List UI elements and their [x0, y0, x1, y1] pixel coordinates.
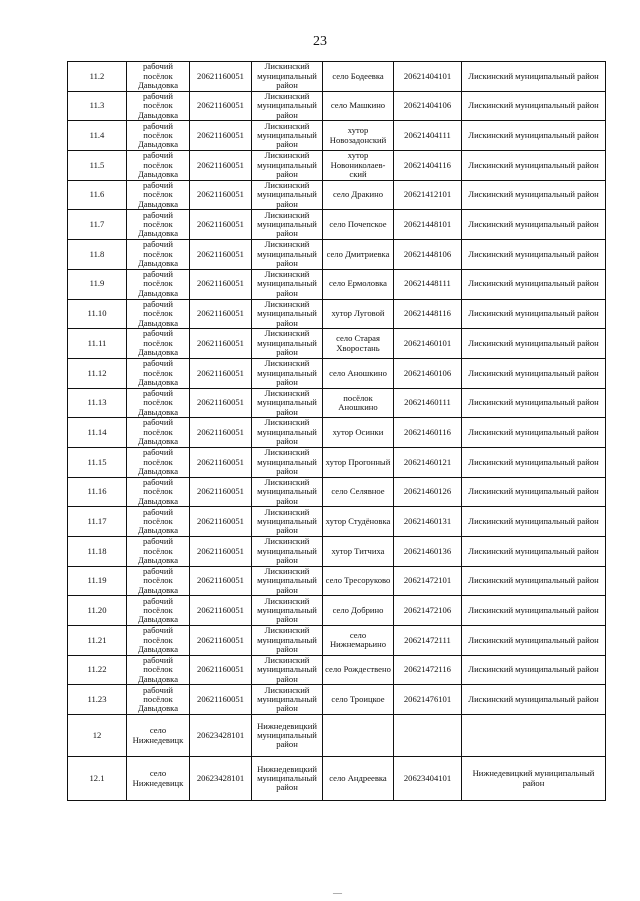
locality-name-cell: село Добрино — [323, 596, 394, 626]
row-number-cell: 12.1 — [68, 757, 127, 801]
district-name-cell: Лискинский муниципальный район — [252, 180, 323, 210]
locality-code-cell: 20621404101 — [394, 62, 462, 92]
row-number-cell: 11.4 — [68, 121, 127, 151]
locality-name-cell: хутор Новозадонский — [323, 121, 394, 151]
page-number: 23 — [313, 34, 327, 49]
row-number-cell: 11.18 — [68, 537, 127, 567]
district-name-cell: Лискинский муниципальный район — [252, 507, 323, 537]
locality-name-cell: хутор Прогонный — [323, 447, 394, 477]
locality-code-cell: 20621448106 — [394, 240, 462, 270]
district-name-cell: Лискинский муниципальный район — [252, 62, 323, 92]
row-number-cell: 11.6 — [68, 180, 127, 210]
locality-district-cell — [462, 715, 606, 757]
table-row — [68, 715, 606, 757]
settlement-code-cell: 20621160051 — [190, 596, 252, 626]
settlement-code-cell: 20621160051 — [190, 180, 252, 210]
locality-name-cell: хутор Луговой — [323, 299, 394, 329]
table-body — [68, 62, 606, 801]
locality-district-cell: Лискинский муниципальный район — [462, 477, 606, 507]
row-number-cell: 11.14 — [68, 418, 127, 448]
settlement-code-cell: 20621160051 — [190, 210, 252, 240]
locality-name-cell — [323, 715, 394, 757]
locality-district-cell: Лискинский муниципальный район — [462, 210, 606, 240]
locality-name-cell: село Старая Хворостань — [323, 329, 394, 359]
settlement-name-cell: рабочий посёлок Давыдовка — [127, 537, 190, 567]
district-name-cell: Лискинский муниципальный район — [252, 655, 323, 685]
row-number-cell: 11.8 — [68, 240, 127, 270]
table-row — [68, 180, 606, 210]
row-number-cell: 11.12 — [68, 358, 127, 388]
district-name-cell: Лискинский муниципальный район — [252, 388, 323, 418]
table-row — [68, 655, 606, 685]
locality-name-cell: село Андреевка — [323, 757, 394, 801]
table-row — [68, 596, 606, 626]
settlement-name-cell: рабочий посёлок Давыдовка — [127, 240, 190, 270]
locality-district-cell: Лискинский муниципальный район — [462, 240, 606, 270]
row-number-cell: 11.20 — [68, 596, 127, 626]
table-row — [68, 447, 606, 477]
settlement-code-cell: 20621160051 — [190, 626, 252, 656]
locality-district-cell: Лискинский муниципальный район — [462, 358, 606, 388]
row-number-cell: 11.11 — [68, 329, 127, 359]
table-row — [68, 91, 606, 121]
locality-district-cell: Лискинский муниципальный район — [462, 566, 606, 596]
district-name-cell: Лискинский муниципальный район — [252, 685, 323, 715]
settlement-code-cell: 20621160051 — [190, 62, 252, 92]
settlement-name-cell: рабочий посёлок Давыдовка — [127, 299, 190, 329]
table-row — [68, 757, 606, 801]
table-row — [68, 685, 606, 715]
locality-code-cell: 20621460121 — [394, 447, 462, 477]
row-number-cell: 11.16 — [68, 477, 127, 507]
table-row — [68, 329, 606, 359]
locality-district-cell: Лискинский муниципальный район — [462, 537, 606, 567]
table-row — [68, 299, 606, 329]
locality-code-cell: 20621460116 — [394, 418, 462, 448]
locality-code-cell: 20621460136 — [394, 537, 462, 567]
locality-district-cell: Лискинский муниципальный район — [462, 121, 606, 151]
district-name-cell: Лискинский муниципальный район — [252, 151, 323, 181]
row-number-cell: 11.3 — [68, 91, 127, 121]
locality-district-cell: Лискинский муниципальный район — [462, 507, 606, 537]
locality-name-cell: село Машкино — [323, 91, 394, 121]
locality-code-cell: 20623404101 — [394, 757, 462, 801]
settlement-code-cell: 20623428101 — [190, 715, 252, 757]
locality-code-cell: 20621404111 — [394, 121, 462, 151]
district-name-cell: Лискинский муниципальный район — [252, 596, 323, 626]
settlement-code-cell: 20621160051 — [190, 655, 252, 685]
settlement-code-cell: 20621160051 — [190, 299, 252, 329]
settlement-code-cell: 20621160051 — [190, 477, 252, 507]
locality-name-cell: село Аношкино — [323, 358, 394, 388]
settlement-name-cell: рабочий посёлок Давыдовка — [127, 655, 190, 685]
locality-code-cell: 20621460131 — [394, 507, 462, 537]
locality-district-cell: Лискинский муниципальный район — [462, 418, 606, 448]
table-row — [68, 240, 606, 270]
locality-district-cell: Лискинский муниципальный район — [462, 447, 606, 477]
row-number-cell: 11.21 — [68, 626, 127, 656]
settlement-name-cell: рабочий посёлок Давыдовка — [127, 210, 190, 240]
table-row — [68, 269, 606, 299]
locality-name-cell: село Троицкое — [323, 685, 394, 715]
settlement-code-cell: 20621160051 — [190, 537, 252, 567]
district-name-cell: Лискинский муниципальный район — [252, 210, 323, 240]
district-name-cell: Лискинский муниципальный район — [252, 358, 323, 388]
settlement-name-cell: рабочий посёлок Давыдовка — [127, 269, 190, 299]
locality-district-cell: Лискинский муниципальный район — [462, 655, 606, 685]
locality-district-cell: Лискинский муниципальный район — [462, 180, 606, 210]
district-name-cell: Лискинский муниципальный район — [252, 269, 323, 299]
row-number-cell: 12 — [68, 715, 127, 757]
settlement-code-cell: 20621160051 — [190, 121, 252, 151]
settlement-name-cell: рабочий посёлок Давыдовка — [127, 596, 190, 626]
settlement-name-cell: рабочий посёлок Давыдовка — [127, 477, 190, 507]
settlement-code-cell: 20621160051 — [190, 566, 252, 596]
table-row — [68, 151, 606, 181]
locality-name-cell: хутор Студёновка — [323, 507, 394, 537]
settlement-code-cell: 20621160051 — [190, 240, 252, 270]
locality-code-cell: 20621448101 — [394, 210, 462, 240]
locality-name-cell: хутор Титчиха — [323, 537, 394, 567]
locality-district-cell: Лискинский муниципальный район — [462, 685, 606, 715]
table-row — [68, 62, 606, 92]
settlement-name-cell: рабочий посёлок Давыдовка — [127, 685, 190, 715]
district-name-cell: Лискинский муниципальный район — [252, 477, 323, 507]
table-row — [68, 121, 606, 151]
settlement-code-cell: 20621160051 — [190, 91, 252, 121]
row-number-cell: 11.5 — [68, 151, 127, 181]
settlement-name-cell: село Нижнедевицк — [127, 715, 190, 757]
district-name-cell: Лискинский муниципальный район — [252, 121, 323, 151]
locality-name-cell: село Почепское — [323, 210, 394, 240]
locality-district-cell: Лискинский муниципальный район — [462, 151, 606, 181]
district-name-cell: Лискинский муниципальный район — [252, 299, 323, 329]
district-name-cell: Лискинский муниципальный район — [252, 240, 323, 270]
locality-name-cell: хутор Осинки — [323, 418, 394, 448]
settlement-name-cell: рабочий посёлок Давыдовка — [127, 566, 190, 596]
district-name-cell: Лискинский муниципальный район — [252, 329, 323, 359]
district-name-cell: Нижнедевицкий муниципальный район — [252, 715, 323, 757]
settlement-name-cell: рабочий посёлок Давыдовка — [127, 447, 190, 477]
settlement-name-cell: рабочий посёлок Давыдовка — [127, 418, 190, 448]
locality-code-cell: 20621460126 — [394, 477, 462, 507]
settlement-code-cell: 20621160051 — [190, 358, 252, 388]
locality-code-cell: 20621460101 — [394, 329, 462, 359]
locality-code-cell: 20621460111 — [394, 388, 462, 418]
settlement-code-cell: 20621160051 — [190, 329, 252, 359]
locality-name-cell: село Нижнемарьино — [323, 626, 394, 656]
row-number-cell: 11.7 — [68, 210, 127, 240]
settlement-name-cell: рабочий посёлок Давыдовка — [127, 388, 190, 418]
locality-district-cell: Лискинский муниципальный район — [462, 388, 606, 418]
page-edge-mark: — — [333, 888, 342, 898]
district-name-cell: Нижнедевицкий муниципальный район — [252, 757, 323, 801]
table-row — [68, 537, 606, 567]
locality-code-cell: 20621472111 — [394, 626, 462, 656]
locality-district-cell: Лискинский муниципальный район — [462, 269, 606, 299]
settlement-name-cell: рабочий посёлок Давыдовка — [127, 626, 190, 656]
row-number-cell: 11.9 — [68, 269, 127, 299]
row-number-cell: 11.19 — [68, 566, 127, 596]
settlement-name-cell: рабочий посёлок Давыдовка — [127, 507, 190, 537]
table-row — [68, 358, 606, 388]
row-number-cell: 11.10 — [68, 299, 127, 329]
table-row — [68, 418, 606, 448]
table-row — [68, 566, 606, 596]
locality-district-cell: Нижнедевицкий муниципальный район — [462, 757, 606, 801]
locality-district-cell: Лискинский муниципальный район — [462, 329, 606, 359]
locality-district-cell: Лискинский муниципальный район — [462, 596, 606, 626]
row-number-cell: 11.13 — [68, 388, 127, 418]
locality-code-cell: 20621448111 — [394, 269, 462, 299]
locality-name-cell: село Рождествено — [323, 655, 394, 685]
settlement-name-cell: рабочий посёлок Давыдовка — [127, 62, 190, 92]
locality-name-cell: посёлок Аношкино — [323, 388, 394, 418]
locality-code-cell: 20621460106 — [394, 358, 462, 388]
row-number-cell: 11.23 — [68, 685, 127, 715]
settlement-code-cell: 20621160051 — [190, 418, 252, 448]
locality-name-cell: село Бодеевка — [323, 62, 394, 92]
settlement-code-cell: 20621160051 — [190, 269, 252, 299]
settlement-name-cell: рабочий посёлок Давыдовка — [127, 91, 190, 121]
locality-code-cell: 20621472101 — [394, 566, 462, 596]
settlement-code-cell: 20621160051 — [190, 507, 252, 537]
locality-district-cell: Лискинский муниципальный район — [462, 91, 606, 121]
locality-code-cell: 20621404116 — [394, 151, 462, 181]
locality-name-cell: село Тресоруково — [323, 566, 394, 596]
locality-code-cell: 20621476101 — [394, 685, 462, 715]
table-row — [68, 507, 606, 537]
locality-name-cell: село Ермоловка — [323, 269, 394, 299]
table-row — [68, 388, 606, 418]
settlement-name-cell: рабочий посёлок Давыдовка — [127, 180, 190, 210]
district-name-cell: Лискинский муниципальный район — [252, 537, 323, 567]
settlement-name-cell: рабочий посёлок Давыдовка — [127, 121, 190, 151]
locality-code-cell: 20621448116 — [394, 299, 462, 329]
locality-name-cell: село Селявное — [323, 477, 394, 507]
settlement-code-cell: 20621160051 — [190, 388, 252, 418]
row-number-cell: 11.2 — [68, 62, 127, 92]
settlement-name-cell: рабочий посёлок Давыдовка — [127, 329, 190, 359]
locality-code-cell: 20621412101 — [394, 180, 462, 210]
settlement-code-cell: 20621160051 — [190, 685, 252, 715]
table-row — [68, 477, 606, 507]
settlement-code-cell: 20621160051 — [190, 447, 252, 477]
settlements-table — [67, 61, 606, 801]
settlement-name-cell: село Нижнедевицк — [127, 757, 190, 801]
locality-district-cell: Лискинский муниципальный район — [462, 62, 606, 92]
district-name-cell: Лискинский муниципальный район — [252, 447, 323, 477]
district-name-cell: Лискинский муниципальный район — [252, 626, 323, 656]
district-name-cell: Лискинский муниципальный район — [252, 566, 323, 596]
locality-code-cell: 20621472106 — [394, 596, 462, 626]
settlement-code-cell: 20623428101 — [190, 757, 252, 801]
table-row — [68, 210, 606, 240]
settlement-code-cell: 20621160051 — [190, 151, 252, 181]
locality-name-cell: село Дракино — [323, 180, 394, 210]
locality-code-cell: 20621404106 — [394, 91, 462, 121]
locality-code-cell: 20621472116 — [394, 655, 462, 685]
locality-district-cell: Лискинский муниципальный район — [462, 626, 606, 656]
row-number-cell: 11.17 — [68, 507, 127, 537]
table-row — [68, 626, 606, 656]
locality-name-cell: хутор Новониколаев-ский — [323, 151, 394, 181]
row-number-cell: 11.22 — [68, 655, 127, 685]
settlement-name-cell: рабочий посёлок Давыдовка — [127, 151, 190, 181]
district-name-cell: Лискинский муниципальный район — [252, 91, 323, 121]
settlement-name-cell: рабочий посёлок Давыдовка — [127, 358, 190, 388]
district-name-cell: Лискинский муниципальный район — [252, 418, 323, 448]
locality-district-cell: Лискинский муниципальный район — [462, 299, 606, 329]
locality-code-cell — [394, 715, 462, 757]
locality-name-cell: село Дмитриевка — [323, 240, 394, 270]
row-number-cell: 11.15 — [68, 447, 127, 477]
